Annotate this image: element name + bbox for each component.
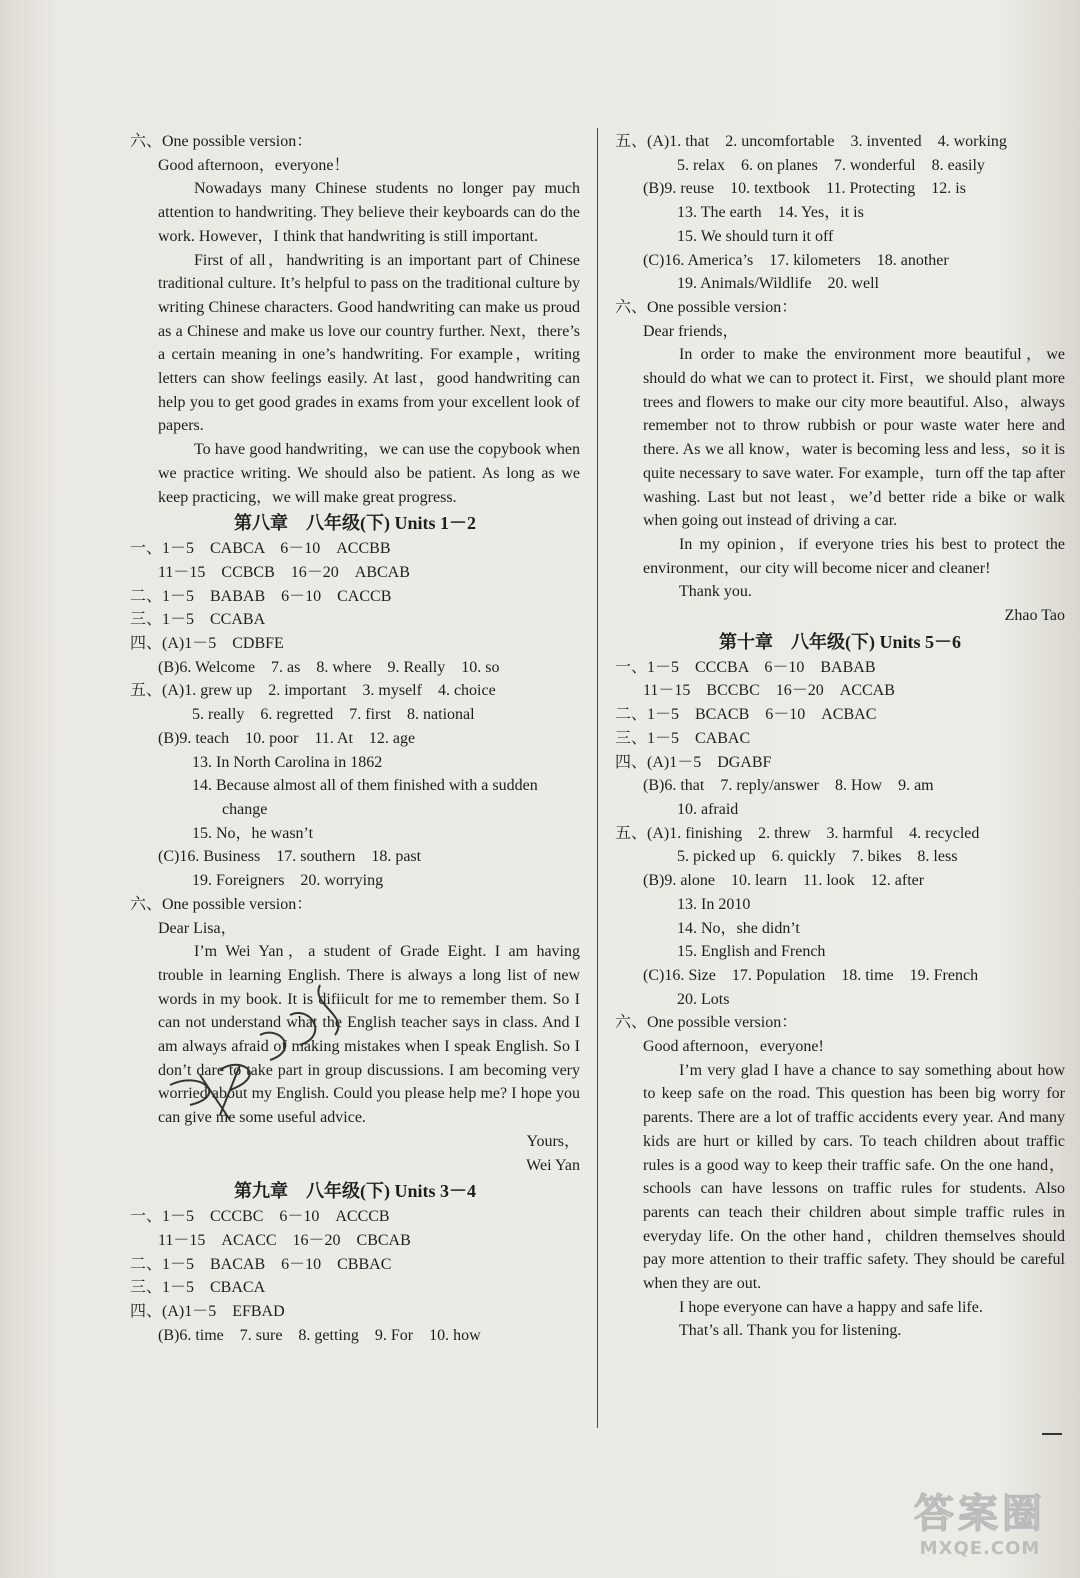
answer-line: 四、(A)1－5 EFBAD [130, 1303, 285, 1321]
letter-greeting: Dear friends， [643, 322, 739, 340]
letter-paragraph: I’m Wei Yan，a student of Grade Eight. I am having trouble in learning English. There is always a long list of new words in my book. It is difiicult for me to remember them. So I can not understand what the English teacher says in class. And I am always afraid of making mistakes when I speak English. So I don’t dare to take part in group discussions. I am becoming very worried about my English. Could you please help me? I hope you can give me some useful advice. [158, 943, 580, 1127]
letter-greeting: Dear Lisa， [158, 919, 237, 937]
answer-line: 5. picked up 6. quickly 7. bikes 8. less [677, 848, 958, 866]
letter-closing: Yours， [526, 1132, 580, 1150]
answer-line: 13. In North Carolina in 1862 [192, 753, 383, 771]
section-header: 六、One possible version： [615, 1014, 798, 1032]
answer-line: 14. Because almost all of them finished with a sudden [192, 777, 538, 795]
page-number-dash [1042, 1433, 1062, 1435]
answer-line: 一、1－5 CCCBA 6－10 BABAB [615, 658, 876, 676]
answer-line: (C)16. America’s 17. kilometers 18. another [643, 251, 949, 269]
essay-body [130, 177, 580, 509]
answer-line: change [222, 800, 268, 818]
chapter-title: 第十章 八年级(下) Units 5－6 [719, 631, 961, 652]
essay-paragraph: First of all，handwriting is an important part of Chinese traditional culture. It’s helpful to pass on the traditional culture by writing Chinese characters. Good handwriting can make us proud as a Chinese and make us love our country further. Next，there’s a certain meaning in one’s handwriting. For example，writing letters can show feelings easily. At last，good handwriting can help you to get good grades in exams from your excellent look of papers. [158, 251, 580, 435]
essay-body [615, 1059, 1065, 1343]
answer-line: 四、(A)1－5 DGABF [615, 753, 772, 771]
answer-line: 5. really 6. regretted 7. first 8. national [192, 706, 475, 724]
answer-line: 三、1－5 CCABA [130, 611, 266, 629]
answer-line: 20. Lots [677, 990, 730, 1008]
answer-line: 15. English and French [677, 943, 826, 961]
left-column [130, 130, 580, 1347]
letter-paragraph: In my opinion，if everyone tries his best to protect the environment，our city will become nicer and cleaner! [643, 535, 1065, 577]
answer-line: 15. We should turn it off [677, 227, 834, 245]
essay-greeting: Good afternoon，everyone！ [158, 156, 350, 174]
answer-line: 13. The earth 14. Yes，it is [677, 204, 864, 222]
answer-line: 五、(A)1. finishing 2. threw 3. harmful 4. recycled [615, 824, 980, 842]
letter-body [615, 343, 1065, 604]
essay-paragraph: I’m very glad I have a chance to say something about how to keep safe on the road. This question has been big worry for parents. There are a lot of traffic accidents every year. And many kids are hurt or killed by cars. To teach children about traffic rules is a good way to keep their traffic safe. On the one hand，schools can have lessons on traffic rules for students. Also parents can teach their children about simple traffic rules in everyday life. On the other hand，children themselves should pay more attention to their traffic safety. They should be careful when they are out. [643, 1061, 1065, 1293]
answer-line: 19. Animals/Wildlife 20. well [677, 275, 880, 293]
answer-line: (C)16. Size 17. Population 18. time 19. French [643, 966, 979, 984]
answer-line: 五、(A)1. grew up 2. important 3. myself 4. choice [130, 682, 496, 700]
letter-signature: Wei Yan [526, 1156, 580, 1174]
answer-line: 二、1－5 BACAB 6－10 CBBAC [130, 1255, 392, 1273]
answer-line: 11－15 CCBCB 16－20 ABCAB [158, 563, 410, 581]
answer-line: 5. relax 6. on planes 7. wonderful 8. easily [677, 156, 985, 174]
section-header: 六、One possible version： [615, 298, 798, 316]
answer-line: (B)9. reuse 10. textbook 11. Protecting 12. is [643, 180, 966, 198]
chapter-title: 第八章 八年级(下) Units 1－2 [234, 513, 476, 534]
section-header: 六、One possible version： [130, 133, 313, 150]
chapter-title: 第九章 八年级(下) Units 3－4 [234, 1181, 476, 1202]
answer-line: (B)6. that 7. reply/answer 8. How 9. am [643, 777, 934, 795]
watermark-logo [890, 1490, 1070, 1570]
answer-line: (C)16. Business 17. southern 18. past [158, 848, 422, 866]
answer-line: 三、1－5 CABAC [615, 729, 751, 747]
answer-line: (B)9. teach 10. poor 11. At 12. age [158, 729, 416, 747]
answer-line: 三、1－5 CBACA [130, 1279, 266, 1297]
answer-line: 14. No，she didn’t [677, 919, 800, 937]
answer-line: 11－15 BCCBC 16－20 ACCAB [643, 682, 895, 700]
essay-paragraph: I hope everyone can have a happy and safe life. [679, 1298, 983, 1316]
answer-line: 15. No，he wasn’t [192, 824, 314, 842]
answer-line: 一、1－5 CCCBC 6－10 ACCCB [130, 1208, 390, 1226]
answer-line: (B)9. alone 10. learn 11. look 12. after [643, 872, 925, 890]
letter-signature: Zhao Tao [1004, 607, 1065, 625]
answer-line: 11－15 ACACC 16－20 CBCAB [158, 1231, 411, 1249]
essay-paragraph: To have good handwriting，we can use the copybook when we practice writing. We should also be patient. As long as we keep practicing，we will make great progress. [158, 441, 580, 506]
handwritten-scribble [160, 975, 400, 1125]
right-column [615, 130, 1065, 1343]
answer-line: 10. afraid [677, 800, 739, 818]
answer-line: 19. Foreigners 20. worrying [192, 872, 384, 890]
answer-line: 二、1－5 BCACB 6－10 ACBAC [615, 706, 877, 724]
watermark-url: MXQE.COM [919, 1538, 1041, 1559]
letter-paragraph: In order to make the environment more beautiful，we should do what we can to protect it. First，we should plant more trees and flowers to make our city more beautiful. Also，always remember not to throw rubbish or pour waste water here and there. As we all know，water is becoming less and less，so it is quite necessary to save water. For example，turn off the tap after washing. Last but not least，we’d better ride a bike or walk when going out instead of driving a car. [643, 346, 1065, 530]
answer-line: 五、(A)1. that 2. uncomfortable 3. invented 4. working [615, 133, 1007, 150]
answer-line: 四、(A)1－5 CDBFE [130, 635, 284, 653]
essay-greeting: Good afternoon，everyone! [643, 1038, 824, 1056]
section-header: 六、One possible version： [130, 895, 313, 913]
answer-line: 13. In 2010 [677, 895, 751, 913]
answer-line: (B)6. Welcome 7. as 8. where 9. Really 10. so [158, 658, 500, 676]
answer-line: 一、1－5 CABCA 6－10 ACCBB [130, 540, 391, 558]
answer-line: 二、1－5 BABAB 6－10 CACCB [130, 587, 392, 605]
watermark-title: 答案圈 [914, 1491, 1046, 1537]
letter-paragraph: Thank you. [679, 583, 752, 601]
essay-paragraph: That’s all. Thank you for listening. [679, 1322, 902, 1340]
answer-line: (B)6. time 7. sure 8. getting 9. For 10. how [158, 1326, 481, 1344]
essay-paragraph: Nowadays many Chinese students no longer pay much attention to handwriting. They believe their keyboards can do the work. However，I think that handwriting is still important. [158, 180, 580, 245]
column-divider [597, 128, 598, 1428]
